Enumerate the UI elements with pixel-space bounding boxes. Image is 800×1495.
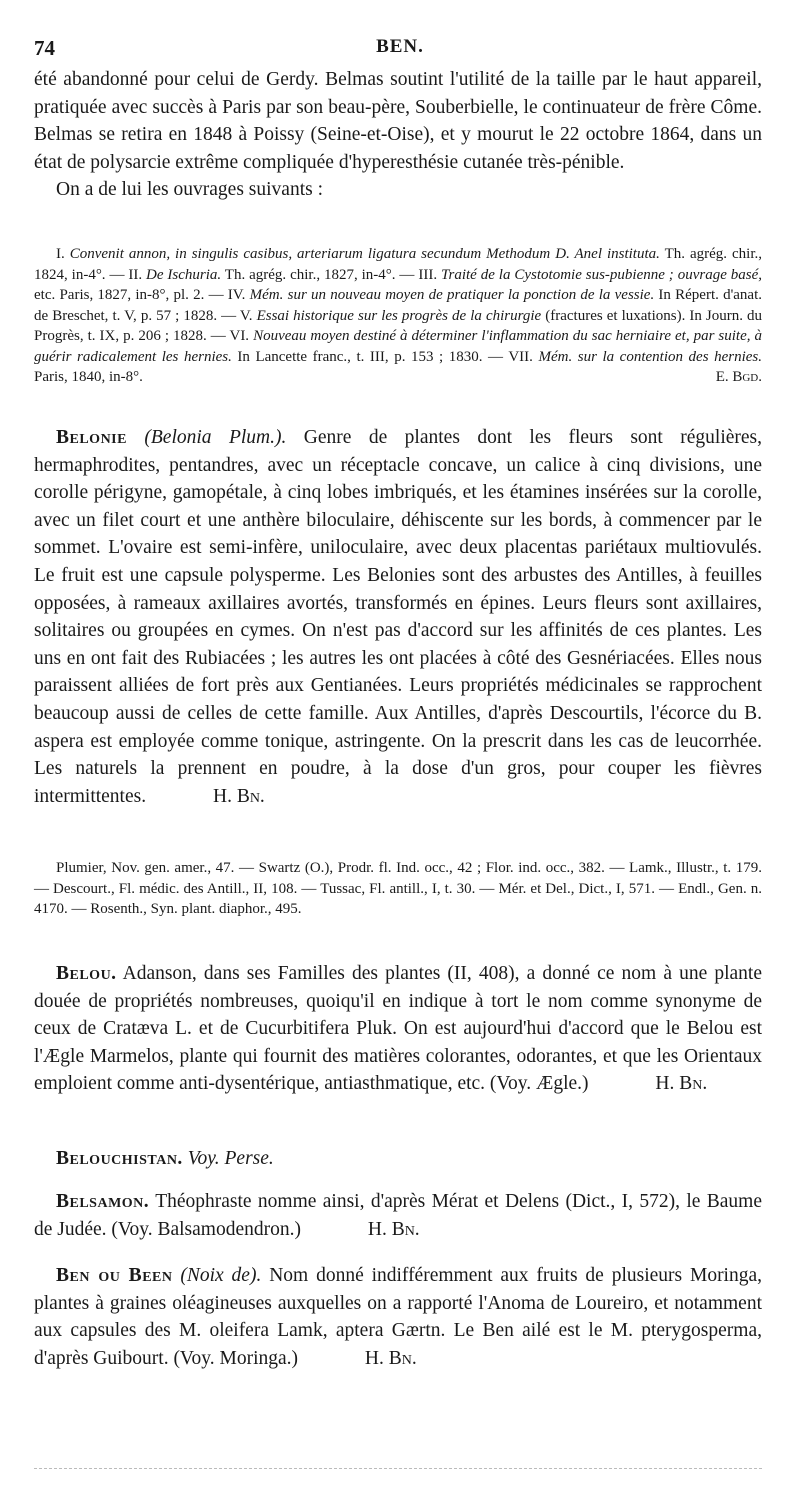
author-signature: H. Bn. [655,1073,708,1095]
belonie-bibliography [34,858,762,920]
work-title: Convenit annon, in singulis casibus, arteriarum ligatura secundum Methodum D. Anel instituta. [69,246,660,262]
bottom-rule [34,1468,762,1469]
page-number: 74 [34,36,55,60]
belsamon-paragraph [34,1188,762,1243]
author-signature: H. Bn. [364,1347,417,1369]
entry-text: Théophraste nomme ainsi, d'après Mérat et Delens (Dict., I, 572), le Baume de Judée. (Voy. Balsamodendron.) [34,1191,762,1240]
belonie-paragraph [34,424,762,810]
work-details: Th. agrég. chir., 1827, in-4°. — [221,266,419,283]
work-title: Traité de la Cystotomie sus-pubienne ; ouvrage basé, [440,266,762,283]
entry-headword: Belou. [56,963,117,984]
work-number: IV. [227,287,246,303]
work-title: Mém. sur un nouveau moyen de pratiquer la ponction de la vessie. [249,287,655,303]
entry-qualifier: (Noix de). [180,1265,262,1286]
work-number: II. [128,266,143,283]
entry-headword: Belsamon. [56,1191,150,1212]
author-signature: E. Bgd. [715,369,762,385]
work-number: V. [239,307,253,324]
ben-paragraph [34,1262,762,1372]
belouchistan-paragraph [34,1145,762,1173]
entry-latin-name: (Belonia Plum.). [144,427,287,448]
belou-paragraph [34,960,762,1098]
work-title: Mém. sur la contention des hernies. [538,348,762,365]
work-details: In Lancette franc., t. III, p. 153 ; 1830. — [231,348,509,365]
works-paragraph [34,244,762,388]
work-details: Paris, 1840, in-8°. [34,369,143,385]
page-header [34,36,766,66]
belou-entry [34,960,762,1098]
work-details: Th. agrég. chir., 1824, in-4°. — [34,246,763,283]
work-details: In Répert. d'anat. de Breschet, t. V, p. 57 ; 1828. — [34,287,763,324]
belmas-works-list [34,244,762,388]
belsamon-entry [34,1188,762,1243]
work-number: VII. [508,348,533,365]
belmas-works-intro: On a de lui les ouvrages suivants : [56,179,323,201]
entry-text: Adanson, dans ses Familles des plantes (II, 408), a donné ce nom à une plante douée de propriétés nombreuses, quoiqu'il en indique à tort le nom comme synonyme de ceux de Cratæva L. et de Cucurbitifera Pluk. On est aujourd'hui d'accord que le Belou est l'Ægle Marmelos, plante qui fournit des matières colorantes, odorantes, et que les Orientaux emploient comme anti-dysentérique, antiasthmatique, etc. (Voy. Ægle.) [34,963,762,1095]
entry-headword: Belonie [56,427,127,448]
work-number: III. [418,266,438,283]
work-number: I. [56,246,65,262]
work-details: etc. Paris, 1827, in-8°, pl. 2. — [34,287,228,303]
bibliography-text: Plumier, Nov. gen. amer., 47. — Swartz (O.), Prodr. fl. Ind. occ., 42 ; Flor. ind. occ., 382. — Lamk., Illustr., t. 179. — Descourt., Fl. médic. des Antill., II, 108. — Tussac, Fl. antill., I, t. 30. — Mér. et Del., Dict., I, 571. — Endl., Gen. n. 4170. — Rosenth., Syn. plant. diaphor., 495. [34,860,762,917]
author-signature: H. Bn. [367,1218,420,1240]
entry-headword: Ben ou Been [56,1265,173,1286]
belouchistan-entry [34,1145,762,1173]
belmas-entry-continued [34,66,762,204]
work-number: VI. [229,328,250,344]
work-title: Essai historique sur les progrès de la chirurgie [256,307,542,324]
running-head: BEN. [376,36,424,57]
work-title: Nouveau moyen destiné à déterminer l'inflammation du sac herniaire et, par suite, à guérir radicalement les hernies. [34,328,763,365]
author-signature: H. Bn. [212,785,265,807]
work-title: De Ischuria. [146,266,222,283]
entry-text: Nom donné indifféremment aux fruits de plusieurs Moringa, plantes à graines oléagineuses auxquelles on a rapporté l'Anoma de Loureiro, et notamment aux capsules des M. oleifera Lamk, aptera Gærtn. Le Ben ailé est le M. pterygosperma, d'après Guibourt. (Voy. Moringa.) [34,1265,763,1369]
belonie-entry [34,424,762,810]
ben-entry [34,1262,762,1372]
entry-text: Genre de plantes dont les fleurs sont régulières, hermaphrodites, pentandres, avec un réceptacle concave, un calice à cinq divisions, une corolle périgyne, gamopétale, à cinq lobes imbriqués, et les étamines insérées sur la corolle, avec un filet court et une anthère biloculaire, déhiscente sur les bords, à commencer par le sommet. L'ovaire est semi-infère, uniloculaire, avec deux placentas pariétaux multiovulés. Le fruit est une capsule polysperme. Les Belonies sont des arbustes des Antilles, à feuilles opposées, à rameaux axillaires avortés, transformés en épines. Leurs fleurs sont axillaires, solitaires ou groupées en cymes. On n'est pas d'accord sur les affinités de ces plantes. Les uns en ont fait des Rubiacées ; les autres les ont placées à côté des Gesnériacées. Elles nous paraissent alliées de fort près aux Gentianées. Leurs propriétés médicinales se rapprochent beaucoup aussi de celles de cette famille. Aux Antilles, d'après Descourtils, l'écorce du B. aspera est employée comme tonique, astringente. On la prescrit dans les cas de leucorrhée. Les naturels la prennent en poudre, à la dose d'un gros, pour couper les fièvres intermittentes. [34,427,762,807]
cross-reference: Voy. Perse. [187,1148,274,1169]
entry-headword: Belouchistan. [56,1148,183,1169]
work-details: (fractures et luxations). In Journ. du Progrès, t. IX, p. 206 ; 1828. — [34,307,763,344]
belmas-text: été abandonné pour celui de Gerdy. Belmas soutint l'utilité de la taille par le haut appareil, pratiquée avec succès à Paris par son beau-père, Souberbielle, le continuateur de frère Côme. Belmas se retira en 1848 à Poissy (Seine-et-Oise), et y mourut le 22 octobre 1864, dans un état de polysarcie extrême compliquée d'hyperesthésie cutanée très-pénible. [34,69,762,173]
